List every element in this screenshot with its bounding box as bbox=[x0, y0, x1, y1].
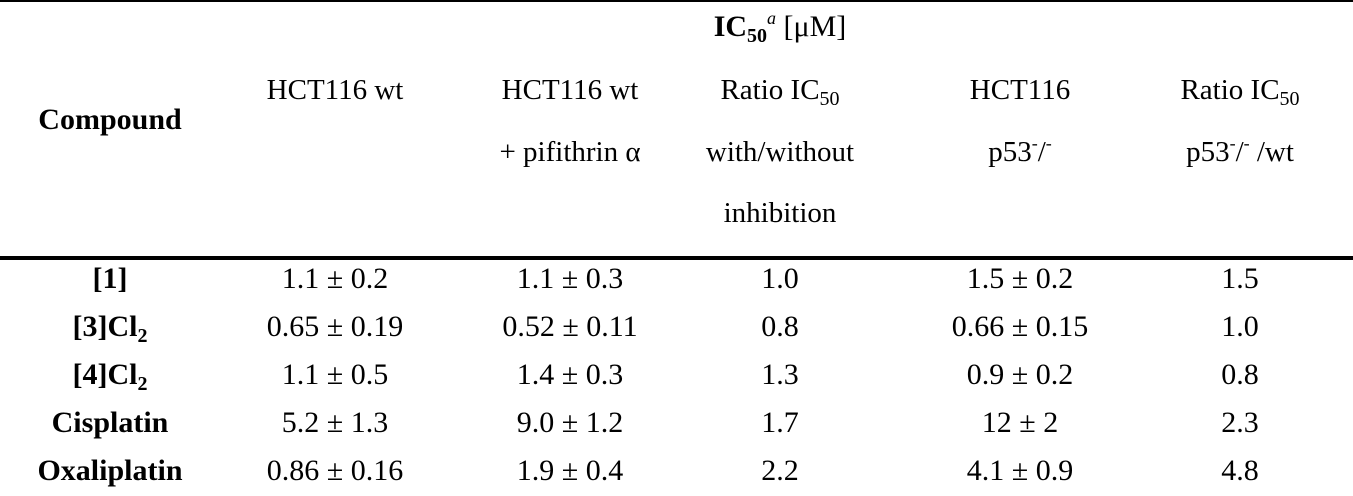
slash: / bbox=[1235, 136, 1244, 168]
col-header-hct116-p53: HCT116 bbox=[969, 74, 1071, 106]
compound-name: Cisplatin bbox=[51, 406, 169, 439]
value-cell: 0.86 ± 0.16 bbox=[266, 454, 404, 487]
col-header-line: HCT116 wt bbox=[501, 74, 639, 106]
col-header-hct116-wt bbox=[215, 73, 455, 107]
table-top-rule bbox=[0, 0, 1353, 2]
compound-subscript: 2 bbox=[137, 373, 148, 395]
compound-name: [1] bbox=[92, 262, 128, 295]
ic50-unit: [μM] bbox=[776, 10, 847, 43]
value-cell: 1.1 ± 0.5 bbox=[281, 358, 389, 391]
value-cell: 9.0 ± 1.2 bbox=[516, 406, 624, 439]
compound-subscript: 2 bbox=[137, 325, 148, 347]
value-cell: 0.65 ± 0.19 bbox=[266, 310, 404, 343]
ic50-group-header bbox=[680, 8, 880, 47]
compound-cell bbox=[10, 262, 210, 296]
value-cell: 1.0 bbox=[761, 262, 799, 295]
value-cell: 0.8 bbox=[1221, 358, 1259, 391]
col-header-ratio-p53-wt bbox=[1135, 73, 1345, 110]
compound-name: Oxaliplatin bbox=[37, 454, 183, 487]
col-header-pifithrin-line: + pifithrin α bbox=[499, 136, 641, 168]
value-cell: 1.7 bbox=[761, 406, 799, 439]
ic50-subscript: 50 bbox=[747, 25, 768, 47]
superscript-minus: - bbox=[1031, 133, 1038, 153]
col-header-hct116-wt-pifithrin bbox=[440, 73, 700, 141]
value-cell: 0.66 ± 0.15 bbox=[951, 310, 1089, 343]
ic50-label: IC bbox=[713, 10, 748, 43]
p53-label: p53 bbox=[988, 136, 1032, 168]
col-header-ratio-line3: inhibition bbox=[723, 197, 837, 229]
value-cell: 4.8 bbox=[1221, 454, 1259, 487]
value-cell: 1.5 bbox=[1221, 262, 1259, 295]
superscript-minus: - bbox=[1229, 133, 1236, 153]
slash: / bbox=[1037, 136, 1046, 168]
col-header-line: Ratio IC bbox=[1180, 74, 1280, 106]
footnote-marker: a bbox=[767, 8, 777, 28]
value-cell: 0.52 ± 0.11 bbox=[502, 310, 638, 343]
value-cell: 1.1 ± 0.2 bbox=[281, 262, 389, 295]
compound-header: Compound bbox=[38, 103, 182, 136]
value-cell: 1.4 ± 0.3 bbox=[516, 358, 624, 391]
value-cell: 0.8 bbox=[761, 310, 799, 343]
col-header-ratio-line2: with/without bbox=[705, 136, 855, 168]
col-header-ratio-inhibition bbox=[680, 73, 880, 110]
value-cell: 1.3 bbox=[761, 358, 799, 391]
value-cell: 0.9 ± 0.2 bbox=[966, 358, 1074, 391]
col-header-p53-wt-line bbox=[1135, 135, 1345, 169]
value-cell: 2.3 bbox=[1221, 406, 1259, 439]
compound-cell bbox=[10, 406, 210, 440]
compound-cell bbox=[10, 454, 210, 488]
value-cell: 1.9 ± 0.4 bbox=[516, 454, 624, 487]
value-cell: 5.2 ± 1.3 bbox=[281, 406, 389, 439]
compound-cell bbox=[10, 310, 210, 347]
p53-label: p53 bbox=[1186, 136, 1230, 168]
ic50-subscript: 50 bbox=[819, 88, 840, 110]
col-header-line: Ratio IC bbox=[720, 74, 820, 106]
col-header-line: HCT116 wt bbox=[266, 74, 404, 106]
wt-suffix: /wt bbox=[1249, 136, 1294, 168]
compound-name: [3]Cl bbox=[72, 310, 138, 343]
value-cell: 1.1 ± 0.3 bbox=[516, 262, 624, 295]
value-cell: 2.2 bbox=[761, 454, 799, 487]
value-cell: 1.5 ± 0.2 bbox=[966, 262, 1074, 295]
superscript-minus: - bbox=[1045, 133, 1052, 153]
value-cell: 12 ± 2 bbox=[981, 406, 1059, 439]
header-rule bbox=[0, 256, 1353, 260]
ic50-subscript: 50 bbox=[1279, 88, 1300, 110]
superscript-minus: - bbox=[1243, 133, 1250, 153]
value-cell: 1.0 bbox=[1221, 310, 1259, 343]
value-cell: 4.1 ± 0.9 bbox=[966, 454, 1074, 487]
compound-name: [4]Cl bbox=[72, 358, 138, 391]
col-header-p53-line bbox=[920, 135, 1120, 169]
compound-cell bbox=[10, 358, 210, 395]
